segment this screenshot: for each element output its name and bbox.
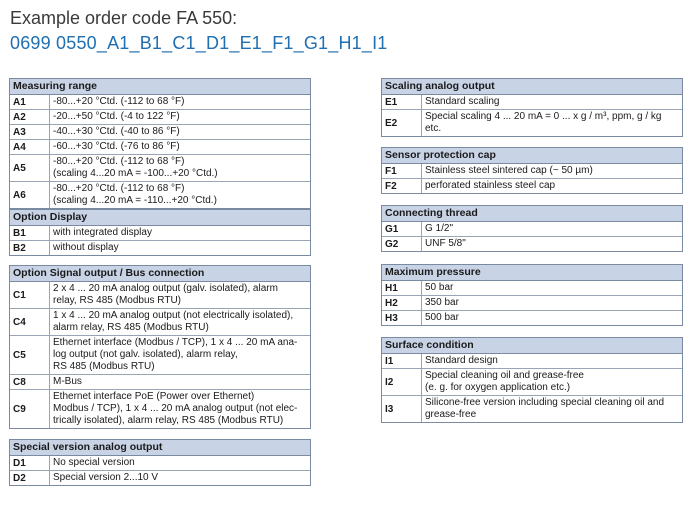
option-code: E2 [382, 110, 422, 136]
option-code: C8 [10, 375, 50, 389]
description-line: perforated stainless steel cap [425, 180, 556, 191]
description-line: -40...+30 °Ctd. (-40 to 86 °F) [53, 126, 180, 137]
option-description [50, 471, 310, 485]
section-title: Option Display [10, 210, 310, 226]
option-description [50, 390, 310, 428]
option-description [422, 95, 682, 109]
option-row-a1 [10, 95, 310, 109]
description-line: trically isolated), alarm relay, RS 485 (Modbus RTU) [53, 415, 284, 426]
description-line: etc. [425, 123, 442, 134]
option-row-h1 [382, 281, 682, 295]
option-description [50, 155, 310, 181]
option-row-d1 [10, 456, 310, 470]
option-row-i2 [382, 368, 682, 395]
option-description [422, 369, 682, 395]
description-line: Ethernet interface PoE (Power over Ethernet) [53, 391, 255, 402]
option-description [422, 237, 682, 251]
section-title: Connecting thread [382, 206, 682, 222]
option-description [50, 309, 310, 335]
description-line: with integrated display [53, 227, 152, 238]
option-row-a2 [10, 109, 310, 124]
option-row-c1 [10, 282, 310, 308]
right-column [381, 78, 681, 423]
description-line: Special scaling 4 ... 20 mA = 0 ... x g / m³, ppm, g / kg [425, 111, 662, 122]
option-code: F1 [382, 164, 422, 178]
option-description [50, 375, 310, 389]
description-line: without display [53, 242, 119, 253]
description-line: Special version 2...10 V [53, 472, 159, 483]
option-code: H3 [382, 311, 422, 325]
option-row-a3 [10, 124, 310, 139]
option-description [422, 311, 682, 325]
option-row-g2 [382, 236, 682, 251]
description-line: 500 bar [425, 312, 459, 323]
description-line: G 1/2" [425, 223, 454, 234]
option-table-maximum-pressure [381, 264, 683, 326]
option-table-connecting-thread [381, 205, 683, 252]
option-code: A4 [10, 140, 50, 154]
section-title: Special version analog output [10, 440, 310, 456]
option-description [422, 281, 682, 295]
option-description [422, 396, 682, 422]
option-code: D2 [10, 471, 50, 485]
option-code: B1 [10, 226, 50, 240]
description-line: UNF 5/8" [425, 238, 466, 249]
description-line: alarm relay, RS 485 (Modbus RTU) [53, 322, 209, 333]
option-code: I3 [382, 396, 422, 422]
option-code: E1 [382, 95, 422, 109]
page-title: Example order code FA 550: [10, 8, 238, 28]
option-code: G2 [382, 237, 422, 251]
option-code: A5 [10, 155, 50, 181]
option-description [50, 182, 310, 208]
section-title: Maximum pressure [382, 265, 682, 281]
option-code: B2 [10, 241, 50, 255]
option-description [422, 222, 682, 236]
option-table-scaling-analog-output [381, 78, 683, 137]
section-title: Sensor protection cap [382, 148, 682, 164]
option-code: C5 [10, 336, 50, 374]
description-line: 2 x 4 ... 20 mA analog output (galv. isolated), alarm [53, 283, 278, 294]
description-line: relay, RS 485 (Modbus RTU) [53, 295, 182, 306]
option-description [422, 296, 682, 310]
option-code: A2 [10, 110, 50, 124]
option-description [50, 95, 310, 109]
option-code: C9 [10, 390, 50, 428]
option-description [50, 241, 310, 255]
option-description [50, 282, 310, 308]
description-line: RS 485 (Modbus RTU) [53, 361, 155, 372]
option-code: G1 [382, 222, 422, 236]
description-line: No special version [53, 457, 135, 468]
option-row-h3 [382, 310, 682, 325]
description-line: Special cleaning oil and grease-free [425, 370, 584, 381]
description-line: grease-free [425, 409, 477, 420]
option-row-i1 [382, 354, 682, 368]
description-line: M-Bus [53, 376, 82, 387]
option-row-g1 [382, 222, 682, 236]
description-line: Stainless steel sintered cap (~ 50 µm) [425, 165, 593, 176]
left-column [9, 78, 309, 486]
option-row-c4 [10, 308, 310, 335]
section-title: Scaling analog output [382, 79, 682, 95]
description-line: (scaling 4...20 mA = -100...+20 °Ctd.) [53, 168, 218, 179]
option-table-special-version-analog-output [9, 439, 311, 486]
option-description [422, 354, 682, 368]
option-row-f2 [382, 178, 682, 193]
option-table-option-display [9, 209, 311, 256]
option-description [50, 140, 310, 154]
option-row-c5 [10, 335, 310, 374]
description-line: Modbus / TCP), 1 x 4 ... 20 mA analog output (not elec- [53, 403, 298, 414]
option-code: A3 [10, 125, 50, 139]
description-line: -80...+20 °Ctd. (-112 to 68 °F) [53, 156, 185, 167]
option-row-e2 [382, 109, 682, 136]
order-code: 0699 0550_A1_B1_C1_D1_E1_F1_G1_H1_I1 [10, 33, 388, 53]
option-row-a4 [10, 139, 310, 154]
option-table-sensor-protection-cap [381, 147, 683, 194]
option-description [50, 110, 310, 124]
option-code: D1 [10, 456, 50, 470]
option-code: H1 [382, 281, 422, 295]
option-code: I1 [382, 354, 422, 368]
description-line: log output (not galv. isolated), alarm relay, [53, 349, 238, 360]
option-code: A1 [10, 95, 50, 109]
option-description [50, 456, 310, 470]
option-code: C4 [10, 309, 50, 335]
option-code: H2 [382, 296, 422, 310]
description-line: -60...+30 °Ctd. (-76 to 86 °F) [53, 141, 180, 152]
description-line: Ethernet interface (Modbus / TCP), 1 x 4 ... 20 mA ana- [53, 337, 298, 348]
option-code: A6 [10, 182, 50, 208]
option-description [422, 164, 682, 178]
option-code: C1 [10, 282, 50, 308]
description-line: Standard design [425, 355, 498, 366]
description-line: (e. g. for oxygen application etc.) [425, 382, 571, 393]
option-row-b1 [10, 226, 310, 240]
description-line: 1 x 4 ... 20 mA analog output (not electrically isolated), [53, 310, 294, 321]
option-description [50, 125, 310, 139]
description-line: (scaling 4...20 mA = -110...+20 °Ctd.) [53, 195, 217, 206]
option-row-f1 [382, 164, 682, 178]
description-line: 50 bar [425, 282, 454, 293]
description-line: -80...+20 °Ctd. (-112 to 68 °F) [53, 183, 185, 194]
section-title: Surface condition [382, 338, 682, 354]
option-row-e1 [382, 95, 682, 109]
option-table-option-signal-output-bus-connection [9, 265, 311, 429]
section-title: Option Signal output / Bus connection [10, 266, 310, 282]
description-line: -20...+50 °Ctd. (-4 to 122 °F) [53, 111, 180, 122]
description-line: Standard scaling [425, 96, 500, 107]
option-row-c8 [10, 374, 310, 389]
option-description [422, 110, 682, 136]
option-row-a6 [10, 181, 310, 208]
option-description [50, 336, 310, 374]
option-code: F2 [382, 179, 422, 193]
option-row-h2 [382, 295, 682, 310]
option-row-c9 [10, 389, 310, 428]
option-row-a5 [10, 154, 310, 181]
section-title: Measuring range [10, 79, 310, 95]
option-table-surface-condition [381, 337, 683, 423]
option-row-b2 [10, 240, 310, 255]
option-description [50, 226, 310, 240]
option-row-d2 [10, 470, 310, 485]
option-row-i3 [382, 395, 682, 422]
description-line: 350 bar [425, 297, 459, 308]
description-line: -80...+20 °Ctd. (-112 to 68 °F) [53, 96, 185, 107]
option-table-measuring-range [9, 78, 311, 209]
option-description [422, 179, 682, 193]
option-code: I2 [382, 369, 422, 395]
description-line: Silicone-free version including special cleaning oil and [425, 397, 665, 408]
